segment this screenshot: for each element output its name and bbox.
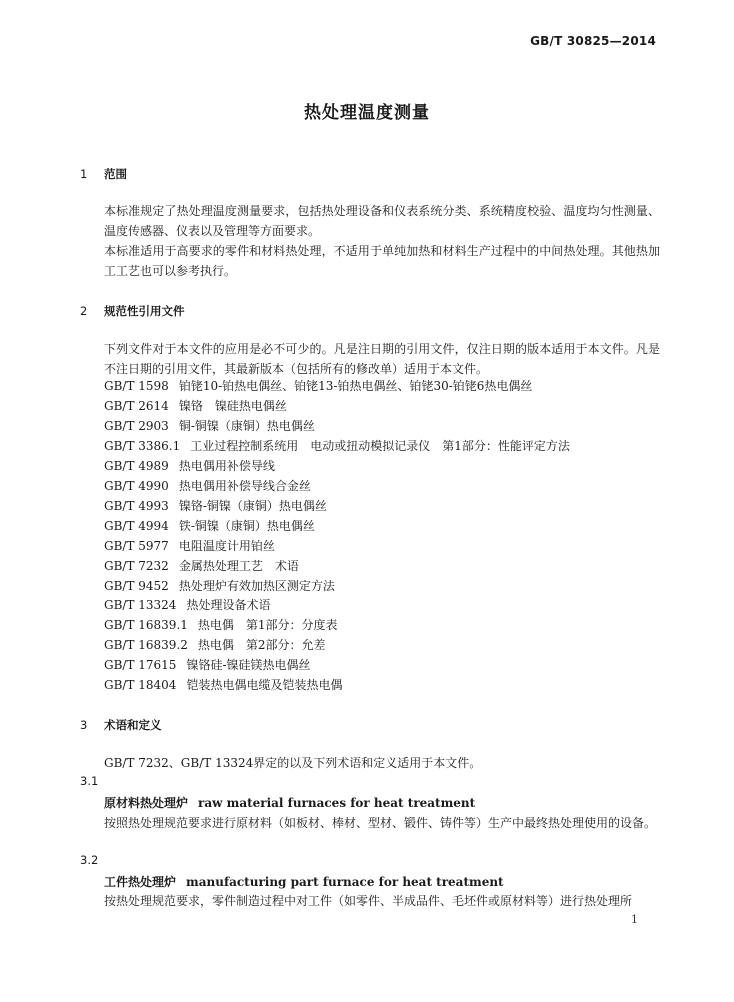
section-heading-terms <box>80 717 162 733</box>
term-title <box>104 794 475 811</box>
term-definition <box>80 813 660 833</box>
section-heading-normative-refs <box>80 303 185 319</box>
term-title-zh: 工件热处理炉 <box>104 875 177 889</box>
reference-title: 电阻温度计用铂丝 <box>178 538 275 553</box>
reference-item <box>104 676 570 696</box>
reference-code: GB/T 4990 <box>104 478 169 493</box>
reference-title: 铜-铜镍（康铜）热电偶丝 <box>178 418 315 433</box>
reference-title: 镍铬-铜镍（康铜）热电偶丝 <box>178 498 327 513</box>
reference-code: GB/T 16839.1 <box>104 618 188 633</box>
section-title: 范围 <box>104 167 127 181</box>
paragraph-text: 按热处理规范要求，零件制造过程中对工件（如零件、半成品件、毛坯件或原材料等）进行热处理所 <box>104 894 633 908</box>
reference-code: GB/T 7232 <box>104 558 169 573</box>
reference-title: 铠装热电偶电缆及铠装热电偶 <box>186 678 343 693</box>
term-number: 3.2 <box>80 853 99 867</box>
term-title-en: manufacturing part furnace for heat treatment <box>186 875 504 889</box>
reference-title: 热电偶用补偿导线 <box>178 458 275 473</box>
paragraph-text: 按照热处理规范要求进行原材料（如板材、棒材、型材、锻件、铸件等）生产中最终热处理使用的设备。 <box>104 816 657 830</box>
reference-item <box>104 596 570 616</box>
reference-item <box>104 616 570 636</box>
reference-code: GB/T 16839.2 <box>104 638 188 653</box>
term-definition <box>80 891 660 911</box>
reference-item <box>104 397 570 417</box>
reference-title: 热处理炉有效加热区测定方法 <box>178 578 335 593</box>
reference-title: 热电偶 第1部分：分度表 <box>197 618 338 633</box>
reference-item <box>104 517 570 537</box>
reference-code: GB/T 13324 <box>104 598 177 613</box>
section-number: 3 <box>80 718 88 732</box>
reference-code: GB/T 18404 <box>104 678 177 693</box>
term-number: 3.1 <box>80 774 99 788</box>
normative-refs-intro <box>80 339 660 379</box>
reference-title: 热电偶 第2部分：允差 <box>197 638 326 653</box>
reference-title: 镍铬 镍硅热电偶丝 <box>178 398 287 413</box>
reference-item <box>104 377 570 397</box>
reference-item <box>104 557 570 577</box>
section-title: 规范性引用文件 <box>104 304 185 318</box>
term-title-en: raw material furnaces for heat treatment <box>198 796 476 810</box>
term-title <box>104 873 504 890</box>
reference-item <box>104 656 570 676</box>
reference-item <box>104 636 570 656</box>
page-number: 1 <box>631 913 638 926</box>
reference-title: 铁-铜镍（康铜）热电偶丝 <box>178 518 315 533</box>
reference-code: GB/T 9452 <box>104 578 169 593</box>
reference-title: 热处理设备术语 <box>186 598 271 613</box>
reference-code: GB/T 4994 <box>104 518 169 533</box>
reference-item <box>104 537 570 557</box>
scope-paragraph-2 <box>80 241 660 281</box>
reference-item <box>104 457 570 477</box>
section-number: 1 <box>80 167 88 181</box>
paragraph-text: GB/T 7232、GB/T 13324界定的以及下列术语和定义适用于本文件。 <box>104 756 482 770</box>
reference-code: GB/T 4989 <box>104 458 169 473</box>
reference-title: 工业过程控制系统用 电动或扭动模拟记录仪 第1部分：性能评定方法 <box>190 438 570 453</box>
paragraph-text: 本标准规定了热处理温度测量要求，包括热处理设备和仪表系统分类、系统精度校验、温度均匀性测量、温度传感器、仪表以及管理等方面要求。 <box>104 204 660 238</box>
reference-title: 金属热处理工艺 术语 <box>178 558 299 573</box>
reference-code: GB/T 2903 <box>104 418 169 433</box>
reference-code: GB/T 4993 <box>104 498 169 513</box>
reference-title: 热电偶用补偿导线合金丝 <box>178 478 311 493</box>
reference-item <box>104 497 570 517</box>
paragraph-text: 下列文件对于本文件的应用是必不可少的。凡是注日期的引用文件，仅注日期的版本适用于本文件。凡是不注日期的引用文件，其最新版本（包括所有的修改单）适用于本文件。 <box>104 342 660 376</box>
reference-code: GB/T 3386.1 <box>104 438 181 453</box>
section-heading-scope <box>80 166 127 182</box>
reference-item <box>104 437 570 457</box>
reference-item <box>104 417 570 437</box>
section-title: 术语和定义 <box>104 718 162 732</box>
reference-item <box>104 577 570 597</box>
terms-intro <box>80 753 660 773</box>
reference-code: GB/T 1598 <box>104 379 169 393</box>
scope-paragraph-1 <box>80 201 660 241</box>
section-number: 2 <box>80 304 88 318</box>
reference-title: 镍铬硅-镍硅镁热电偶丝 <box>186 658 311 673</box>
reference-code: GB/T 17615 <box>104 658 177 673</box>
reference-list <box>104 377 570 696</box>
reference-item <box>104 477 570 497</box>
term-title-zh: 原材料热处理炉 <box>104 796 189 810</box>
paragraph-text: 本标准适用于高要求的零件和材料热处理，不适用于单纯加热和材料生产过程中的中间热处理。其他热加工工艺也可以参考执行。 <box>104 244 660 278</box>
document-title: 热处理温度测量 <box>304 103 430 123</box>
reference-code: GB/T 2614 <box>104 398 169 413</box>
reference-code: GB/T 5977 <box>104 538 169 553</box>
reference-title: 铂铑10-铂热电偶丝、铂铑13-铂热电偶丝、铂铑30-铂铑6热电偶丝 <box>178 379 533 393</box>
standard-code: GB/T 30825—2014 <box>530 34 656 48</box>
